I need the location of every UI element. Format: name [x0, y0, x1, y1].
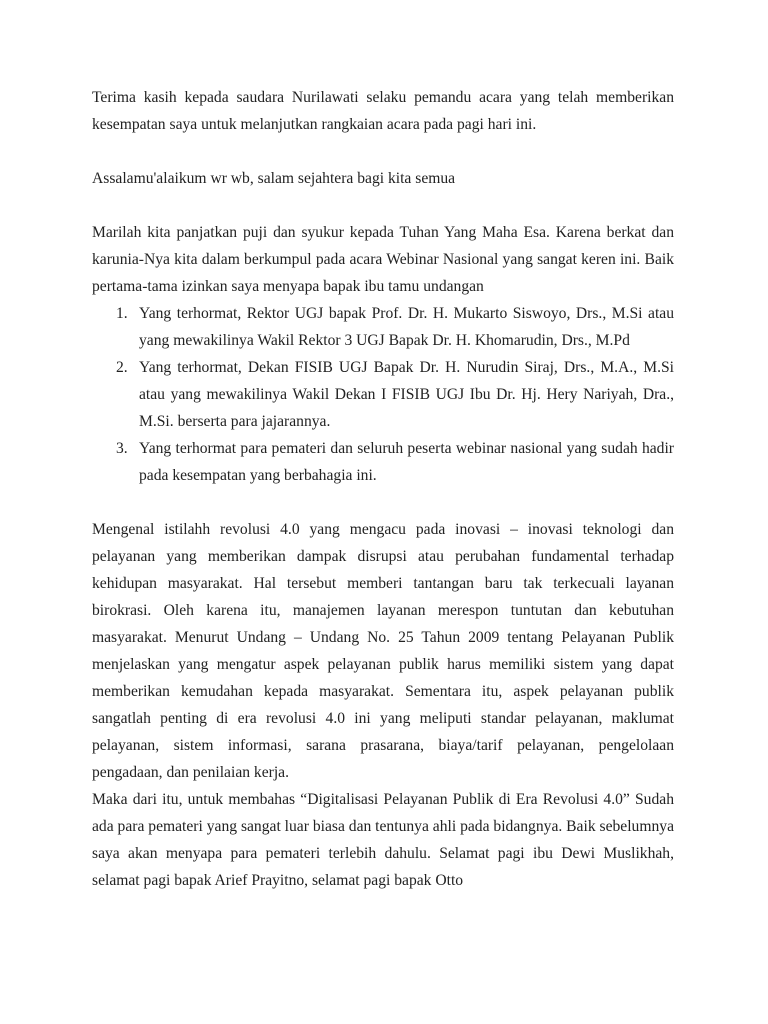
- list-item: [92, 435, 674, 489]
- list-item-number: 1.: [116, 305, 128, 322]
- paragraph-thanks: Terima kasih kepada saudara Nurilawati selaku pemandu acara yang telah memberikan kesempatan saya untuk melanjutkan rangkaian acara pada pagi hari ini.: [92, 89, 674, 133]
- list-item-text: Yang terhormat para pemateri dan seluruh peserta webinar nasional yang sudah hadir pada kesempatan yang berbahagia ini.: [139, 440, 674, 484]
- paragraph-revolution: Mengenal istilahh revolusi 4.0 yang mengacu pada inovasi – inovasi teknologi dan pelayanan yang memberikan dampak disrupsi atau perubahan fundamental terhadap kehidupan masyarakat. Hal tersebut memberi tantangan baru tak terkecuali layanan birokrasi. Oleh karena itu, manajemen layanan merespon tuntutan dan kebutuhan masyarakat. Menurut Undang – Undang No. 25 Tahun 2009 tentang Pelayanan Publik menjelaskan yang mengatur aspek pelayanan publik harus memiliki sistem yang dapat memberikan kemudahan kepada masyarakat. Sementara itu, aspek pelayanan publik sangatlah penting di era revolusi 4.0 ini yang meliputi standar pelayanan, maklumat pelayanan, sistem informasi, sarana prasarana, biaya/tarif pelayanan, pengelolaan pengadaan, dan penilaian kerja.: [92, 521, 674, 781]
- paragraph-closing: Maka dari itu, untuk membahas “Digitalisasi Pelayanan Publik di Era Revolusi 4.0” Sudah ada para pemateri yang sangat luar biasa dan tentunya ahli pada bidangnya. Baik sebelumnya saya akan menyapa para pemateri terlebih dahulu. Selamat pagi ibu Dewi Muslikhah, selamat pagi bapak Arief Prayitno, selamat pagi bapak Otto: [92, 791, 674, 889]
- paragraph-gratitude: Marilah kita panjatkan puji dan syukur kepada Tuhan Yang Maha Esa. Karena berkat dan karunia-Nya kita dalam berkumpul pada acara Webinar Nasional yang sangat keren ini. Baik pertama-tama izinkan saya menyapa bapak ibu tamu undangan: [92, 224, 674, 295]
- list-item-number: 3.: [116, 440, 128, 457]
- spacer: [92, 489, 674, 516]
- guest-list: [92, 300, 674, 489]
- list-item-text: Yang terhormat, Dekan FISIB UGJ Bapak Dr. H. Nurudin Siraj, Drs., M.A., M.Si atau yang mewakilinya Wakil Dekan I FISIB UGJ Ibu Dr. Hj. Hery Nariyah, Dra., M.Si. berserta para jajarannya.: [139, 359, 674, 430]
- list-item: [92, 300, 674, 354]
- document-page: [92, 84, 674, 894]
- list-item: [92, 354, 674, 435]
- list-item-number: 2.: [116, 359, 128, 376]
- list-item-text: Yang terhormat, Rektor UGJ bapak Prof. Dr. H. Mukarto Siswoyo, Drs., M.Si atau yang mewakilinya Wakil Rektor 3 UGJ Bapak Dr. H. Khomarudin, Drs., M.Pd: [139, 305, 674, 349]
- paragraph-greeting: Assalamu'alaikum wr wb, salam sejahtera bagi kita semua: [92, 170, 456, 187]
